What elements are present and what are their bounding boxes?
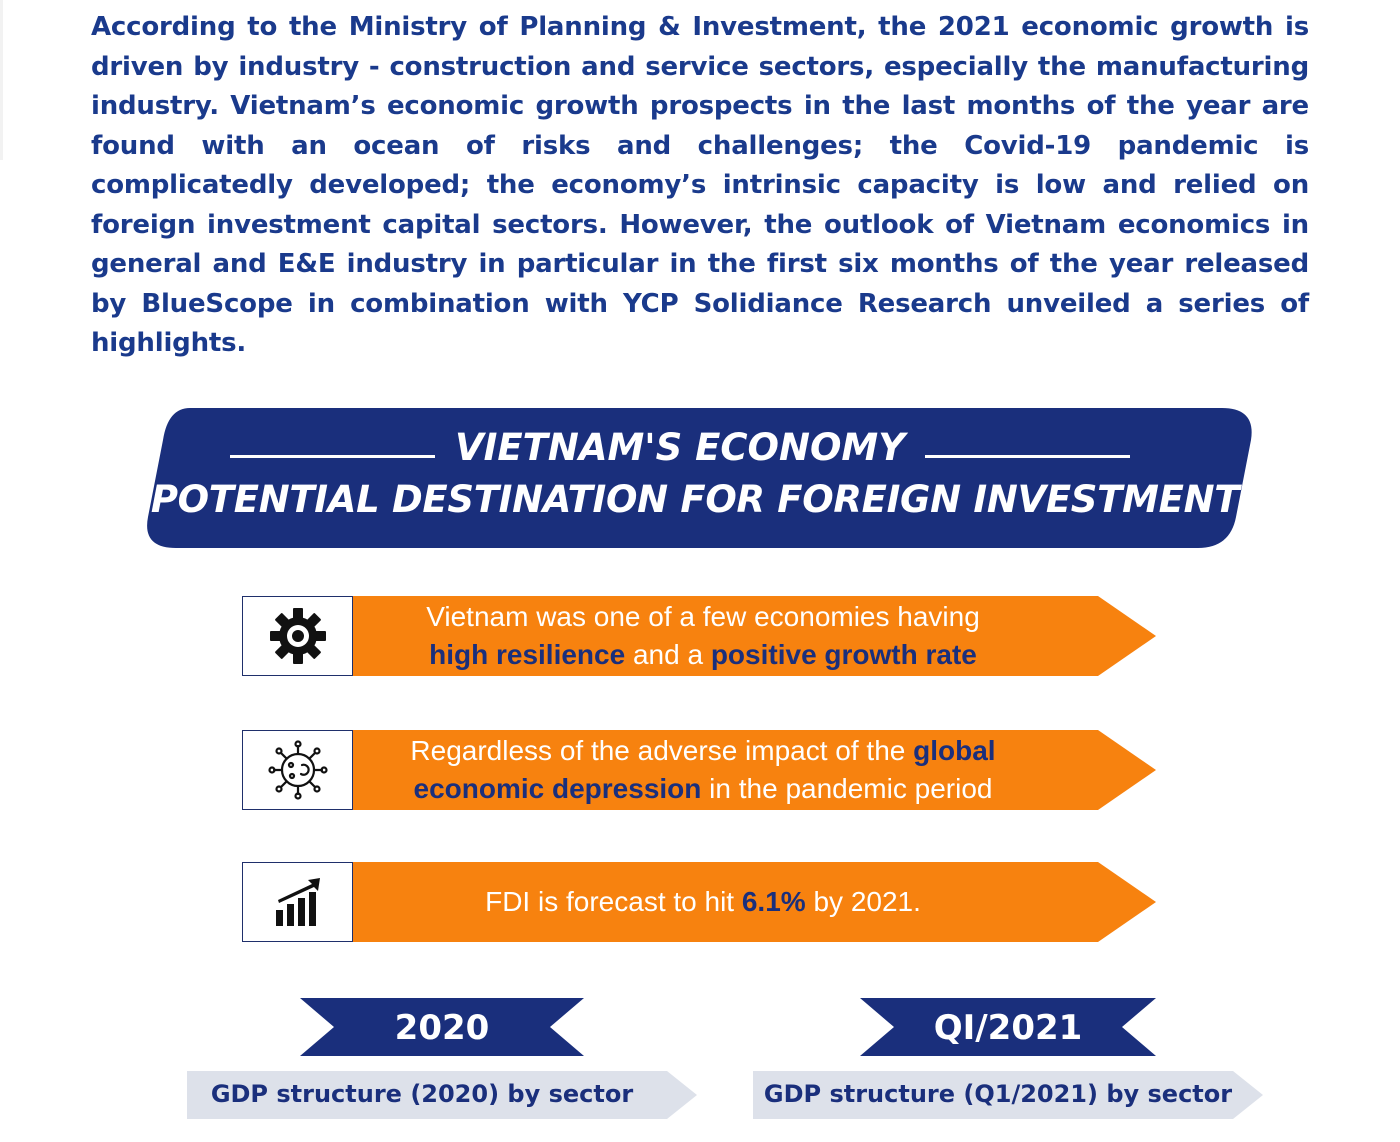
highlight-text bbox=[358, 730, 1048, 810]
year-tab-q1-2021 bbox=[860, 998, 1156, 1056]
intro-paragraph: According to the Ministry of Planning & Investment, the 2021 economic growth is driven by industry - construction and service sectors, especially the manufacturing industry. Vietnam’s economic growth prospects in the last months of the year are found with an ocean of risks and challenges; the Covid-19 pandemic is complicatedly developed; the economy’s intrinsic capacity is low and relied on foreign investment capital sectors. However, the outlook of Vietnam economics in general and E&E industry in particular in the first six months of the year released by BlueScope in combination with YCP Solidiance Research unveiled a series of highlights. bbox=[91, 12, 1309, 358]
highlight-icon-box bbox=[242, 596, 353, 676]
highlight-line1 bbox=[358, 883, 1048, 921]
gdp-caption-q1-2021 bbox=[753, 1071, 1265, 1119]
highlight-line2 bbox=[358, 636, 1048, 674]
highlight-line1 bbox=[358, 732, 1048, 770]
highlight-bold: global bbox=[913, 735, 996, 766]
banner-rule-left bbox=[230, 455, 435, 458]
gdp-caption-label: GDP structure (Q1/2021) by sector bbox=[763, 1080, 1233, 1108]
year-tab-2020 bbox=[300, 998, 584, 1056]
banner-rule-right bbox=[925, 455, 1130, 458]
highlight-row-depression bbox=[242, 730, 1162, 812]
highlight-text bbox=[358, 862, 1048, 942]
page-edge-mark bbox=[0, 0, 3, 160]
banner-title-line1: VIETNAM'S ECONOMY bbox=[454, 426, 906, 469]
highlight-bold: high resilience bbox=[429, 639, 626, 670]
gdp-caption-2020 bbox=[187, 1071, 699, 1119]
year-label: 2020 bbox=[394, 1008, 490, 1048]
highlight-text bbox=[358, 596, 1048, 676]
year-label: QI/2021 bbox=[933, 1008, 1083, 1048]
highlight-icon-box bbox=[242, 730, 353, 810]
highlight-row-resilience bbox=[242, 596, 1162, 678]
highlight-row-fdi bbox=[242, 862, 1162, 944]
highlight-plain: in the pandemic period bbox=[701, 773, 993, 804]
highlight-line2 bbox=[358, 770, 1048, 808]
highlight-bold: positive growth rate bbox=[710, 639, 977, 670]
highlight-bold: economic depression bbox=[413, 773, 702, 804]
highlight-plain: by 2021. bbox=[805, 886, 921, 917]
banner-title-line2: POTENTIAL DESTINATION FOR FOREIGN INVESTMENT bbox=[150, 478, 1240, 521]
gdp-caption-label: GDP structure (2020) by sector bbox=[210, 1080, 634, 1108]
highlight-icon-box bbox=[242, 862, 353, 942]
highlight-plain: FDI is forecast to hit bbox=[485, 886, 742, 917]
virus-icon bbox=[266, 738, 330, 802]
growth-chart-icon bbox=[268, 872, 328, 932]
highlight-bold: 6.1% bbox=[741, 886, 806, 917]
highlight-plain: Regardless of the adverse impact of the bbox=[410, 735, 914, 766]
highlight-plain: and a bbox=[625, 639, 711, 670]
gear-icon bbox=[268, 606, 328, 666]
highlight-line1: Vietnam was one of a few economies having bbox=[426, 601, 980, 632]
